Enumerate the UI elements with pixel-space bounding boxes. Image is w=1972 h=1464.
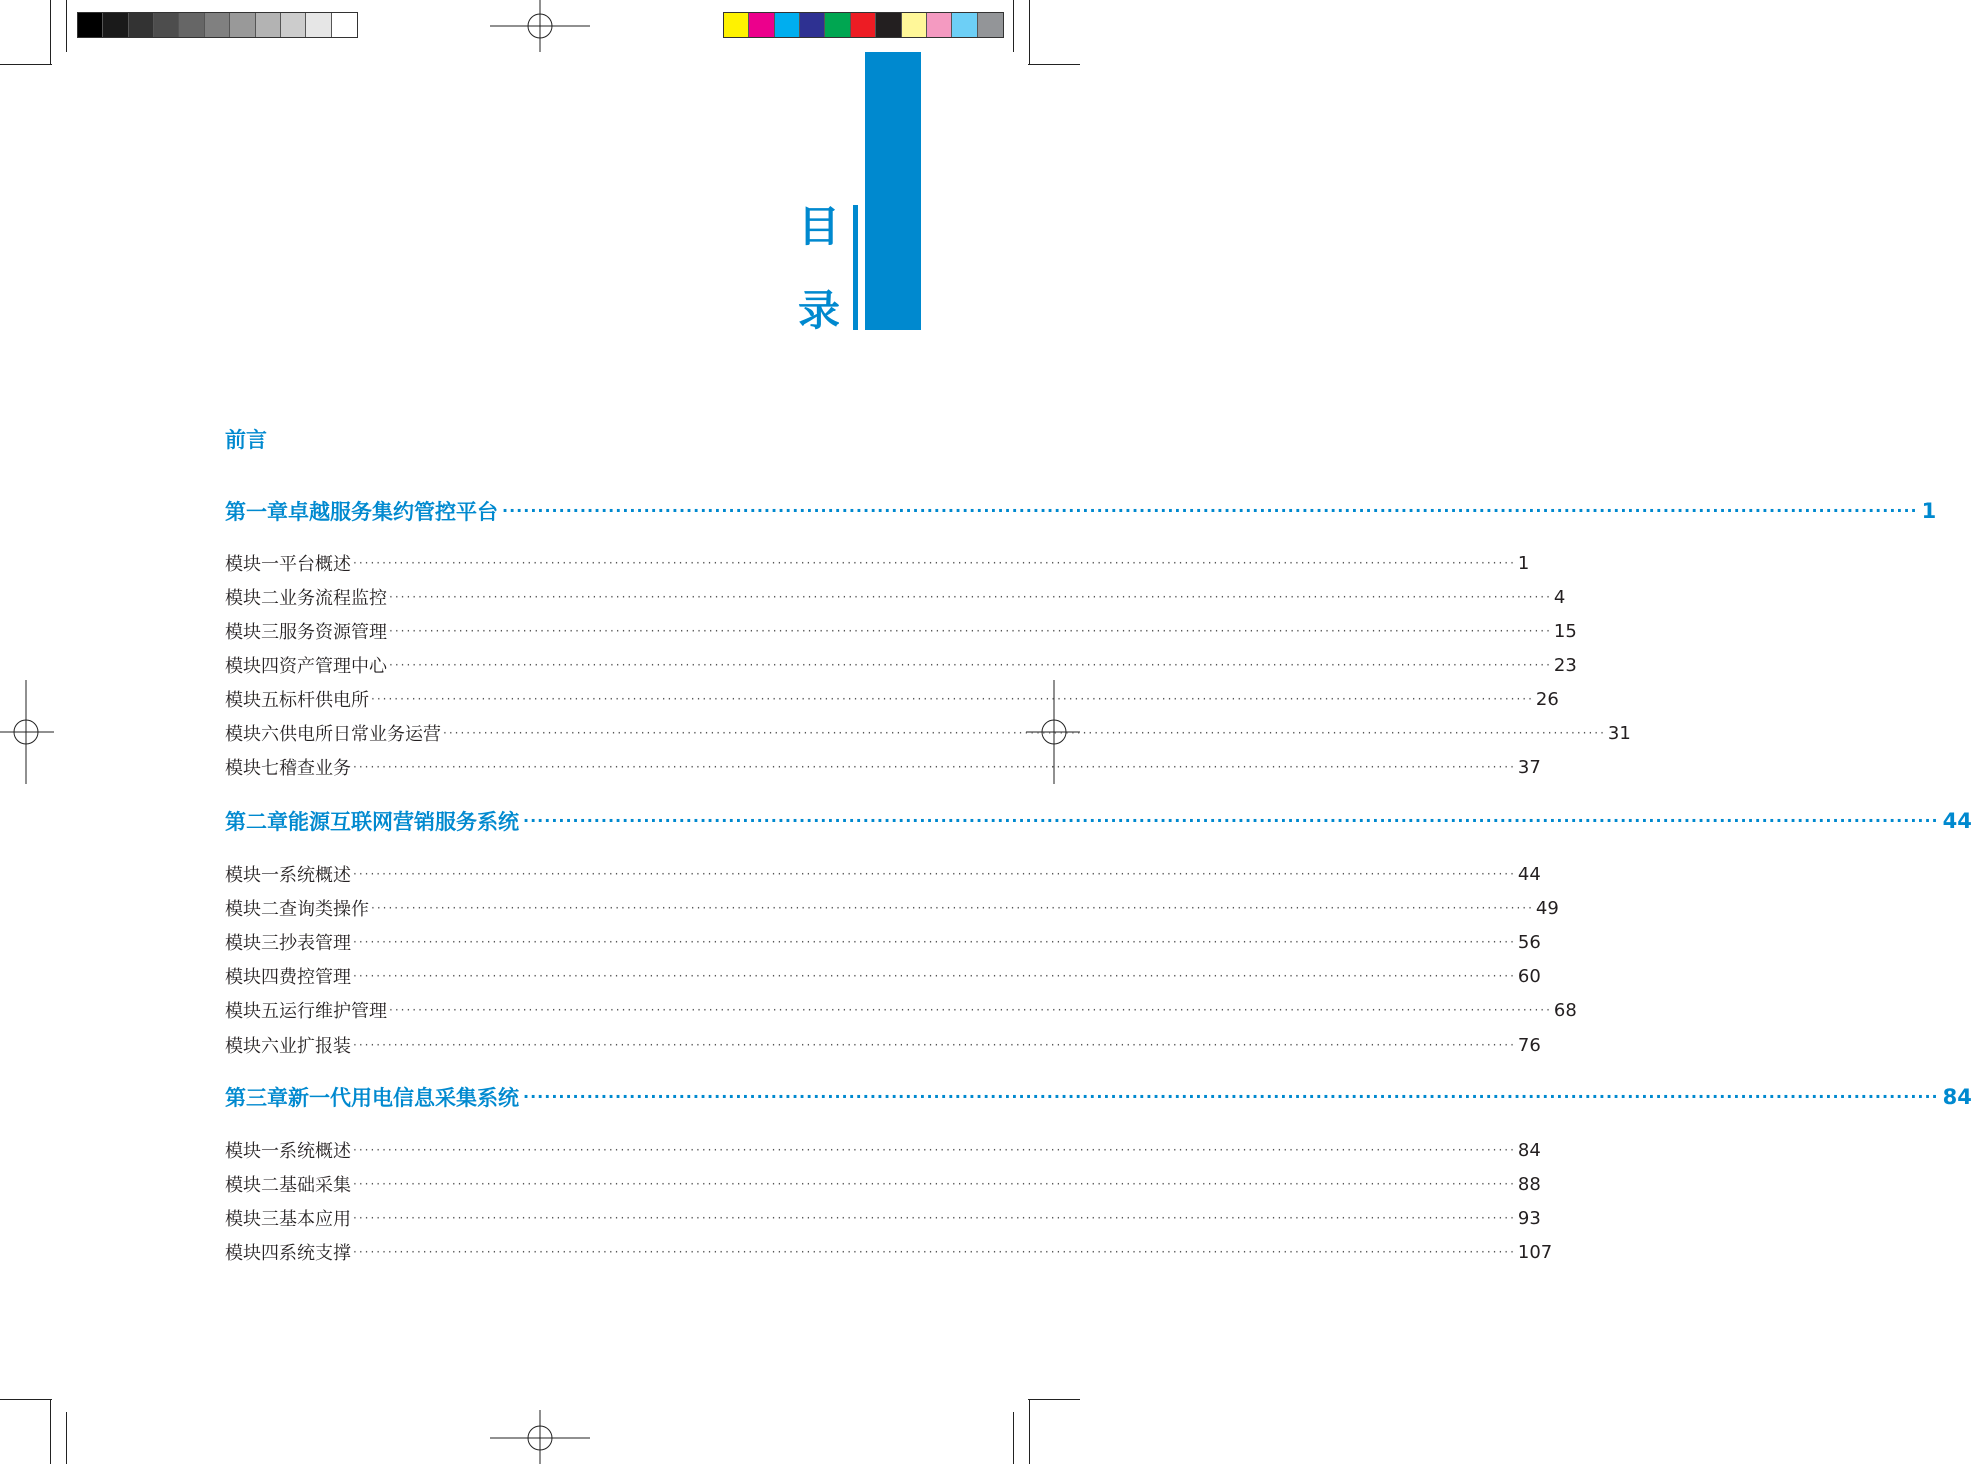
toc-chapter-1[interactable] [225,494,1937,528]
crop-mark [66,1412,67,1464]
module-page: 93 [1517,1207,1541,1229]
toc-module-row[interactable] [225,1169,1541,1199]
chapter-number: 第三章 [225,1086,288,1110]
module-page: 4 [1553,586,1566,608]
dot-leader: ········································································································································································································ [353,1211,1516,1225]
dot-leader: ········································································································································································································ [353,1177,1516,1191]
dot-leader: ········································································································································································································ [353,556,1516,570]
calibration-swatch [876,13,901,37]
module-page: 68 [1553,999,1577,1021]
calibration-swatch [825,13,850,37]
module-number: 模块二 [225,899,279,920]
module-title: 业务流程监控 [279,588,387,609]
module-title: 系统概述 [279,865,351,886]
calibration-swatch [978,13,1003,37]
module-number: 模块一 [225,1141,279,1162]
calibration-swatch [775,13,800,37]
module-number: 模块一 [225,865,279,886]
module-number: 模块三 [225,622,279,643]
calibration-swatch [154,13,179,37]
module-number: 模块五 [225,690,279,711]
chapter-title: 新一代用电信息采集系统 [288,1086,519,1110]
calibration-swatch [103,13,128,37]
calibration-swatch [749,13,774,37]
calibration-swatch [179,13,204,37]
crop-mark [1013,0,1014,52]
dot-leader: ········································································································································································································ [353,867,1516,881]
dot-leader: ········································································································································································································ [389,658,1552,672]
toc-module-row[interactable] [225,1203,1541,1233]
module-number: 模块三 [225,933,279,954]
module-number: 模块三 [225,1209,279,1230]
module-title: 抄表管理 [279,933,351,954]
toc-module-row[interactable] [225,927,1541,957]
module-number: 模块六 [225,1036,279,1057]
calibration-swatch [952,13,977,37]
dot-leader: ········································································································································································································ [443,726,1606,740]
toc-module-row[interactable] [225,1030,1541,1060]
toc-module-row[interactable] [225,893,1559,923]
module-page: 44 [1517,863,1541,885]
dot-leader: ········································································································································································································ [353,1143,1516,1157]
calibration-swatch [129,13,154,37]
dot-leader: ········································································································································································································ [389,1003,1552,1017]
calibration-swatch [851,13,876,37]
module-page: 15 [1553,620,1577,642]
module-number: 模块五 [225,1001,279,1022]
module-number: 模块四 [225,1243,279,1264]
crop-mark [1029,0,1030,64]
dot-leader: ········································································································································································································ [523,811,1939,830]
chapter-page: 44 [1942,809,1972,833]
module-page: 84 [1517,1139,1541,1161]
module-page: 37 [1517,756,1541,778]
module-number: 模块七 [225,758,279,779]
module-title: 系统支撑 [279,1243,351,1264]
crop-mark [50,1399,51,1464]
toc-module-row[interactable] [225,650,1577,680]
dot-leader: ········································································································································································································ [389,624,1552,638]
module-page: 26 [1535,688,1559,710]
module-page: 23 [1553,654,1577,676]
module-title: 基本应用 [279,1209,351,1230]
module-title: 平台概述 [279,554,351,575]
title-accent-band [865,52,921,330]
toc-chapter-2[interactable] [225,804,1972,838]
dot-leader: ········································································································································································································ [353,1038,1516,1052]
preface-heading[interactable]: 前言 [225,428,267,452]
module-title: 查询类操作 [279,899,369,920]
module-number: 模块二 [225,588,279,609]
module-title: 费控管理 [279,967,351,988]
calibration-swatch [281,13,306,37]
module-number: 模块二 [225,1175,279,1196]
calibration-swatch [256,13,281,37]
module-title: 标杆供电所 [279,690,369,711]
module-title: 供电所日常业务运营 [279,724,441,745]
crop-mark [1028,1399,1080,1400]
dot-leader: ········································································································································································································ [389,590,1552,604]
crop-mark [1029,1399,1030,1464]
module-page: 107 [1517,1241,1553,1263]
color-calibration-bar [723,12,1004,38]
dot-leader: ········································································································································································································ [502,501,1918,520]
calibration-swatch [306,13,331,37]
crop-mark [1028,64,1080,65]
module-number: 模块四 [225,967,279,988]
module-number: 模块六 [225,724,279,745]
module-number: 模块四 [225,656,279,677]
title-accent-line [853,205,858,330]
calibration-swatch [230,13,255,37]
dot-leader: ········································································································································································································ [353,969,1516,983]
toc-module-row[interactable] [225,548,1530,578]
toc-module-row[interactable] [225,995,1577,1025]
chapter-title: 卓越服务集约管控平台 [288,500,498,524]
toc-module-row[interactable] [225,718,1631,748]
crop-mark [0,1399,52,1400]
module-page: 31 [1607,722,1631,744]
toc-module-row[interactable] [225,616,1577,646]
dot-leader: ········································································································································································································ [371,692,1534,706]
dot-leader: ········································································································································································································ [523,1087,1939,1106]
module-title: 服务资源管理 [279,622,387,643]
chapter-number: 第二章 [225,810,288,834]
toc-module-row[interactable] [225,961,1541,991]
calibration-swatch [78,13,103,37]
toc-module-row[interactable] [225,752,1541,782]
title-char-mu: 目 [797,202,840,251]
chapter-page: 1 [1921,499,1937,523]
dot-leader: ········································································································································································································ [353,1245,1516,1259]
crop-mark [66,0,67,52]
toc-chapter-3[interactable] [225,1080,1972,1114]
module-number: 模块一 [225,554,279,575]
calibration-swatch [902,13,927,37]
module-page: 49 [1535,897,1559,919]
crop-mark [0,64,52,65]
toc-module-row[interactable] [225,1237,1553,1267]
calibration-swatch [332,13,357,37]
toc-module-row[interactable] [225,859,1541,889]
registration-mark-left [0,680,54,784]
chapter-page: 84 [1942,1085,1972,1109]
calibration-swatch [800,13,825,37]
crop-mark [1013,1412,1014,1464]
calibration-swatch [927,13,952,37]
crop-mark [50,0,51,64]
module-title: 系统概述 [279,1141,351,1162]
toc-module-row[interactable] [225,1135,1541,1165]
module-page: 76 [1517,1034,1541,1056]
grayscale-calibration-bar [77,12,358,38]
chapter-title: 能源互联网营销服务系统 [288,810,519,834]
dot-leader: ········································································································································································································ [353,935,1516,949]
module-title: 基础采集 [279,1175,351,1196]
calibration-swatch [205,13,230,37]
calibration-swatch [724,13,749,37]
module-title: 资产管理中心 [279,656,387,677]
module-page: 60 [1517,965,1541,987]
title-char-lu: 录 [797,286,840,335]
module-title: 运行维护管理 [279,1001,387,1022]
module-page: 1 [1517,552,1530,574]
registration-mark-bottom [490,1410,590,1464]
toc-module-row[interactable] [225,684,1559,714]
dot-leader: ········································································································································································································ [371,901,1534,915]
module-title: 业扩报装 [279,1036,351,1057]
module-page: 56 [1517,931,1541,953]
chapter-number: 第一章 [225,500,288,524]
registration-mark-top [490,0,590,60]
module-title: 稽查业务 [279,758,351,779]
dot-leader: ········································································································································································································ [353,760,1516,774]
toc-module-row[interactable] [225,582,1566,612]
module-page: 88 [1517,1173,1541,1195]
